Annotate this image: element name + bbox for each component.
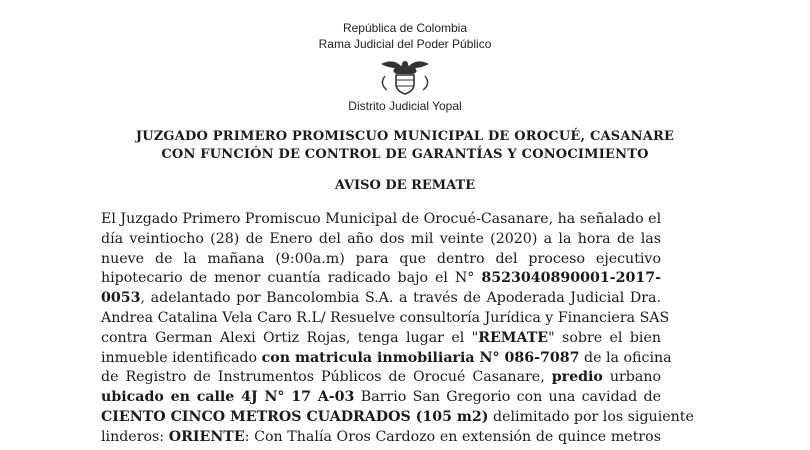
property-address: ubicado en calle 4J N° 17 A-03	[101, 389, 355, 406]
boundary-east: ORIENTE	[168, 428, 245, 445]
judicial-branch: Rama Judicial del Poder Público	[318, 37, 492, 51]
body-line: contra German Alexi Ortiz Rojas, tenga lugar el "REMATE" sobre el bien	[101, 329, 661, 346]
body-line: de Registro de Instrumentos Públicos de Orocué Casanare, predio urbano	[101, 369, 661, 386]
court-function: CON FUNCIÓN DE CONTROL DE GARANTÍAS Y CONOCIMIENTO	[161, 147, 649, 162]
property-area: CIENTO CINCO METROS CUADRADOS (105 m2)	[101, 408, 489, 425]
body-line: CIENTO CINCO METROS CUADRADOS (105 m2) delimitado por los siguiente	[101, 408, 694, 425]
letterhead	[0, 20, 810, 114]
judicial-district: Distrito Judicial Yopal	[348, 99, 462, 113]
body-line: inmueble identificado con matricula inmobiliaria N° 086-7087 de la oficina	[101, 349, 672, 366]
court-heading	[0, 128, 810, 164]
registration-number: con matricula inmobiliaria N° 086-7087	[261, 349, 580, 366]
country-name: República de Colombia	[342, 21, 468, 35]
body-line: Andrea Catalina Vela Caro R.L/ Resuelve consultoría Jurídica y Financiera SAS	[101, 309, 670, 326]
notice-title: AVISO DE REMATE	[334, 178, 476, 193]
case-number-end: 0053	[101, 290, 141, 307]
body-line: 0053, adelantado por Bancolombia S.A. a través de Apoderada Judicial Dra.	[101, 290, 661, 307]
body-line: hipotecario de menor cuantía radicado bajo el N° 8523040890001-2017-	[101, 270, 661, 287]
court-name: JUZGADO PRIMERO PROMISCUO MUNICIPAL DE OROCUÉ, CASANARE	[135, 129, 675, 144]
remate-word: REMATE	[478, 329, 549, 346]
notice-body	[101, 210, 694, 448]
body-line: El Juzgado Primero Promiscuo Municipal de Orocué-Casanare, ha señalado el	[101, 211, 662, 227]
coat-of-arms-icon	[375, 56, 435, 96]
body-line: nueve de la mañana (9:00a.m) para que dentro del proceso ejecutivo	[101, 250, 661, 267]
property-type: predio	[551, 369, 603, 386]
body-line: ubicado en calle 4J N° 17 A-03 Barrio San Gregorio con una cavidad de	[101, 389, 662, 406]
body-line: día veintiocho (28) de Enero del año dos mil veinte (2020) a la hora de las	[101, 230, 661, 247]
case-number: 8523040890001-2017-	[481, 270, 661, 287]
body-line: linderos: ORIENTE: Con Thalía Oros Cardozo en extensión de quince metros	[101, 428, 661, 445]
